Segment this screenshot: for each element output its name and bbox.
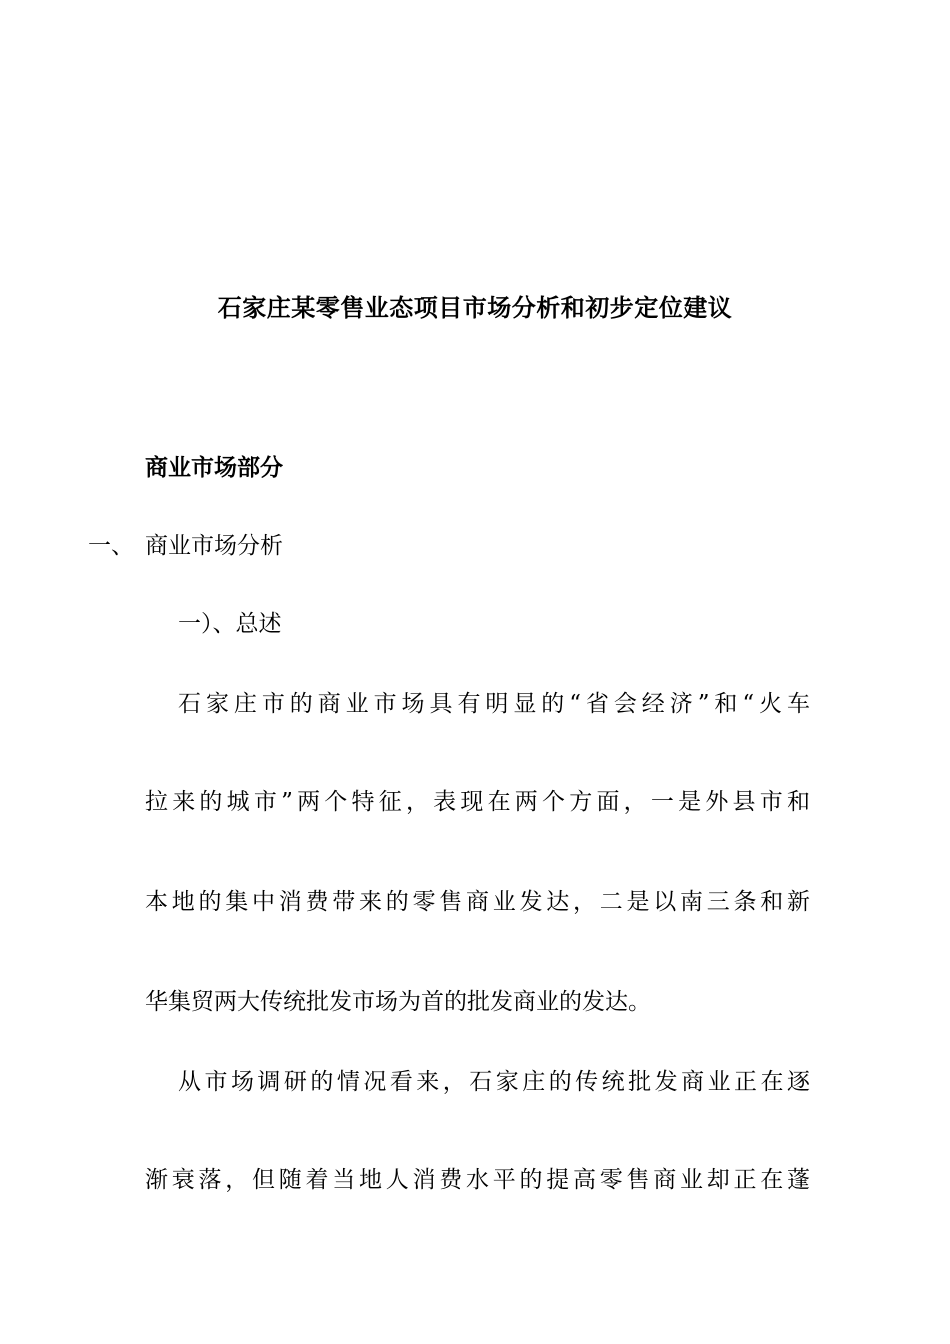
paragraph-line: 从市场调研的情况看来，石家庄的传统批发商业正在逐 (178, 1069, 810, 1095)
document-title: 石家庄某零售业态项目市场分析和初步定位建议 (217, 294, 733, 322)
heading-level-1 (88, 528, 283, 564)
paragraph-line: 渐衰落，但随着当地人消费水平的提高零售商业却正在蓬 (145, 1167, 810, 1193)
heading-level-2: 一）、总述 (178, 611, 282, 637)
section-heading: 商业市场部分 (145, 455, 283, 481)
paragraph-line: 石家庄市的商业市场具有明显的“省会经济”和“火车 (178, 691, 810, 717)
paragraph-line: 本地的集中消费带来的零售商业发达，二是以南三条和新 (145, 889, 810, 915)
heading-level-1-number: 一、 (88, 533, 134, 559)
heading-level-1-text: 商业市场分析 (145, 533, 283, 559)
paragraph-line: 拉来的城市”两个特征，表现在两个方面，一是外县市和 (145, 789, 810, 815)
paragraph-line: 华集贸两大传统批发市场为首的批发商业的发达。 (145, 989, 651, 1015)
